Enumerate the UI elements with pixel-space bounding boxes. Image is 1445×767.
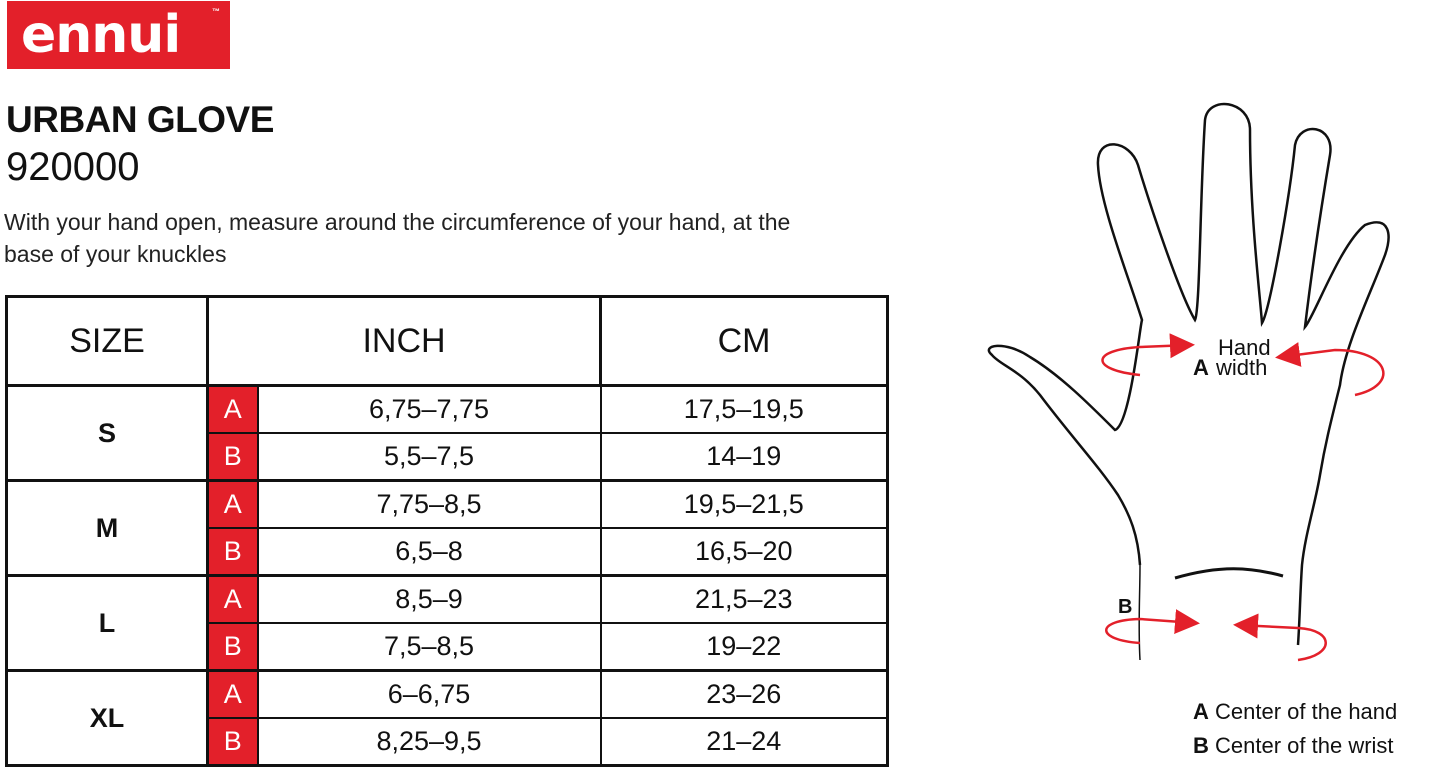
table-row [7,386,888,434]
table-row [7,481,888,529]
measure-letter: B [208,433,258,481]
wrist-crease [1175,569,1283,578]
cm-value: 19,5–21,5 [601,481,888,529]
label-hand: Hand [1218,335,1271,360]
logo-text: ennui [21,5,181,65]
legend-key: A [1193,699,1209,724]
measure-instruction: With your hand open, measure around the circumference of your hand, at the base of your knuckles [4,209,791,267]
marker-a: A [1193,355,1209,380]
measure-letter: B [208,623,258,671]
legend-item-a [1193,698,1397,726]
cm-value: 17,5–19,5 [601,386,888,434]
measure-letter: A [208,481,258,529]
legend-text: Center of the wrist [1215,733,1394,758]
arrow-b-right [1238,625,1326,660]
marker-b: B [1118,596,1133,618]
brand-logo [7,1,230,69]
measure-letter: B [208,718,258,766]
size-label: XL [7,671,208,766]
cm-value: 23–26 [601,671,888,719]
legend-item-b [1193,732,1394,760]
inch-value: 6–6,75 [258,671,601,719]
legend-text: Center of the hand [1215,699,1398,724]
hand-outline [989,104,1389,645]
measure-letter: A [208,386,258,434]
product-code: 920000 [6,145,140,189]
hand-measurement-diagram [980,95,1400,675]
inch-value: 6,75–7,75 [258,386,601,434]
trademark: ™ [212,7,220,16]
table-header-row [7,297,888,386]
label-width: width [1216,355,1268,380]
legend-key: B [1193,733,1209,758]
arrow-a-left [1103,345,1191,375]
inch-value: 5,5–7,5 [258,433,601,481]
cm-value: 14–19 [601,433,888,481]
inch-value: 8,25–9,5 [258,718,601,766]
header-inch: INCH [208,297,601,386]
header-size: SIZE [7,297,208,386]
arrow-b-left [1106,619,1195,643]
table-row [7,576,888,624]
size-table [5,295,889,767]
inch-value: 8,5–9 [258,576,601,624]
cm-value: 21,5–23 [601,576,888,624]
cm-value: 21–24 [601,718,888,766]
cm-value: 19–22 [601,623,888,671]
cm-value: 16,5–20 [601,528,888,576]
header-cm: CM [601,297,888,386]
size-label: S [7,386,208,481]
measure-letter: A [208,671,258,719]
size-label: L [7,576,208,671]
table-row [7,671,888,719]
measure-letter: A [208,576,258,624]
inch-value: 6,5–8 [258,528,601,576]
inch-value: 7,75–8,5 [258,481,601,529]
size-label: M [7,481,208,576]
product-title: URBAN GLOVE [6,99,274,140]
measure-letter: B [208,528,258,576]
inch-value: 7,5–8,5 [258,623,601,671]
arrow-a-right [1280,350,1383,395]
wrist-edge [1139,565,1140,660]
